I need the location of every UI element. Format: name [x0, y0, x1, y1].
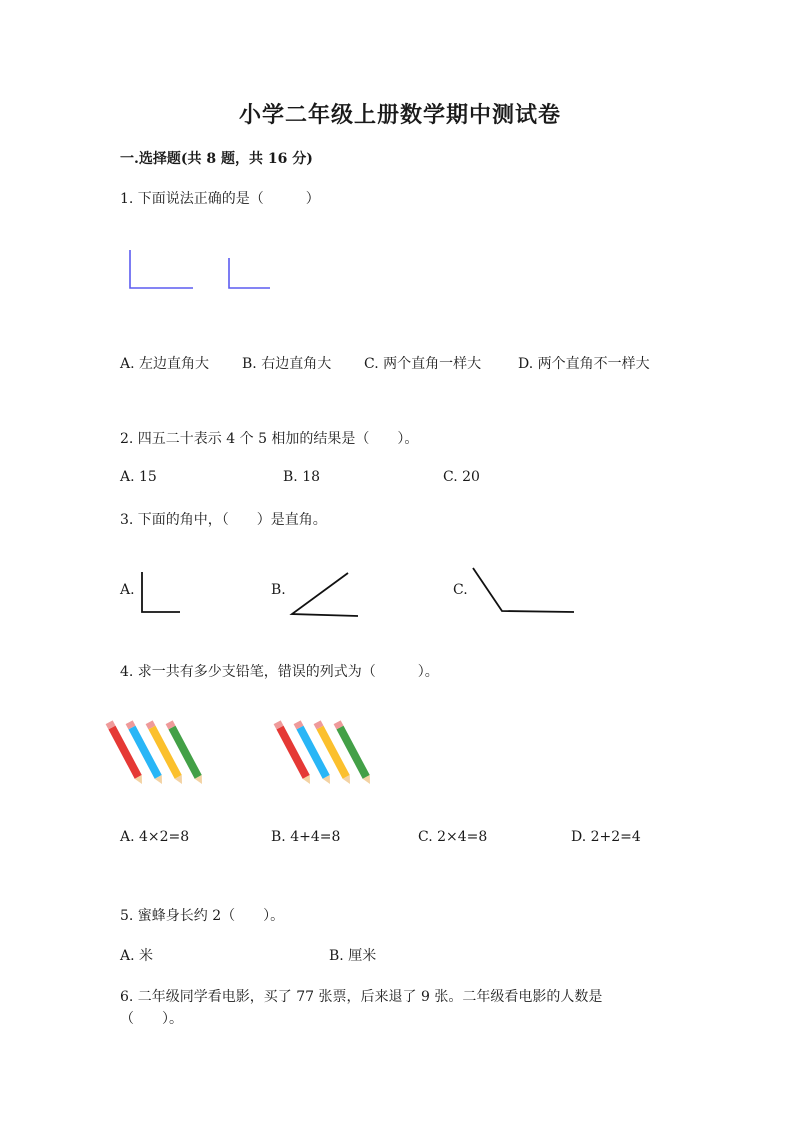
q3-option-a[interactable]: A.: [120, 582, 135, 598]
q1-option-c[interactable]: C. 两个直角一样大: [364, 356, 482, 372]
question-4: 4. 求一共有多少支铅笔，错误的列式为（ ）。: [120, 664, 439, 680]
q5-option-b[interactable]: B. 厘米: [329, 948, 377, 964]
q3-angle-b-figure: [288, 570, 363, 620]
q4-option-d[interactable]: D. 2+2=4: [571, 829, 641, 845]
q3-angle-a-figure: [138, 570, 188, 616]
q5-option-a[interactable]: A. 米: [120, 948, 154, 964]
q1-right-angles-figure: [120, 244, 290, 294]
q3-angle-c-figure: [470, 565, 580, 615]
question-2: 2. 四五二十表示 4 个 5 相加的结果是（ ）。: [120, 431, 419, 447]
q4-pencils-group-left: [130, 712, 245, 787]
question-3: 3. 下面的角中，（ ）是直角。: [120, 512, 327, 528]
q1-option-b[interactable]: B. 右边直角大: [242, 356, 332, 372]
q1-option-d[interactable]: D. 两个直角不一样大: [518, 356, 650, 372]
section-heading: 一.选择题(共 8 题，共 16 分): [120, 151, 313, 167]
q1-option-a[interactable]: A. 左边直角大: [120, 356, 210, 372]
q2-option-a[interactable]: A. 15: [120, 469, 157, 485]
q4-option-c[interactable]: C. 2×4=8: [418, 829, 488, 845]
q4-option-b[interactable]: B. 4+4=8: [271, 829, 341, 845]
q1-right-angle: [229, 258, 270, 288]
question-5: 5. 蜜蜂身长约 2（ ）。: [120, 908, 285, 924]
q3-option-b[interactable]: B.: [271, 582, 286, 598]
q4-option-a[interactable]: A. 4×2=8: [120, 829, 190, 845]
question-1: 1. 下面说法正确的是（ ）: [120, 191, 320, 207]
question-6-line-1: 6. 二年级同学看电影，买了 77 张票，后来退了 9 张。二年级看电影的人数是: [120, 989, 603, 1005]
q1-left-angle: [130, 250, 193, 288]
q3-option-c[interactable]: C.: [453, 582, 468, 598]
page-title: 小学二年级上册数学期中测试卷: [238, 102, 561, 128]
q2-option-b[interactable]: B. 18: [283, 469, 321, 485]
q2-option-c[interactable]: C. 20: [443, 469, 480, 485]
q4-pencils-group-right: [298, 712, 413, 787]
question-6-line-2: （ ）。: [120, 1011, 183, 1027]
